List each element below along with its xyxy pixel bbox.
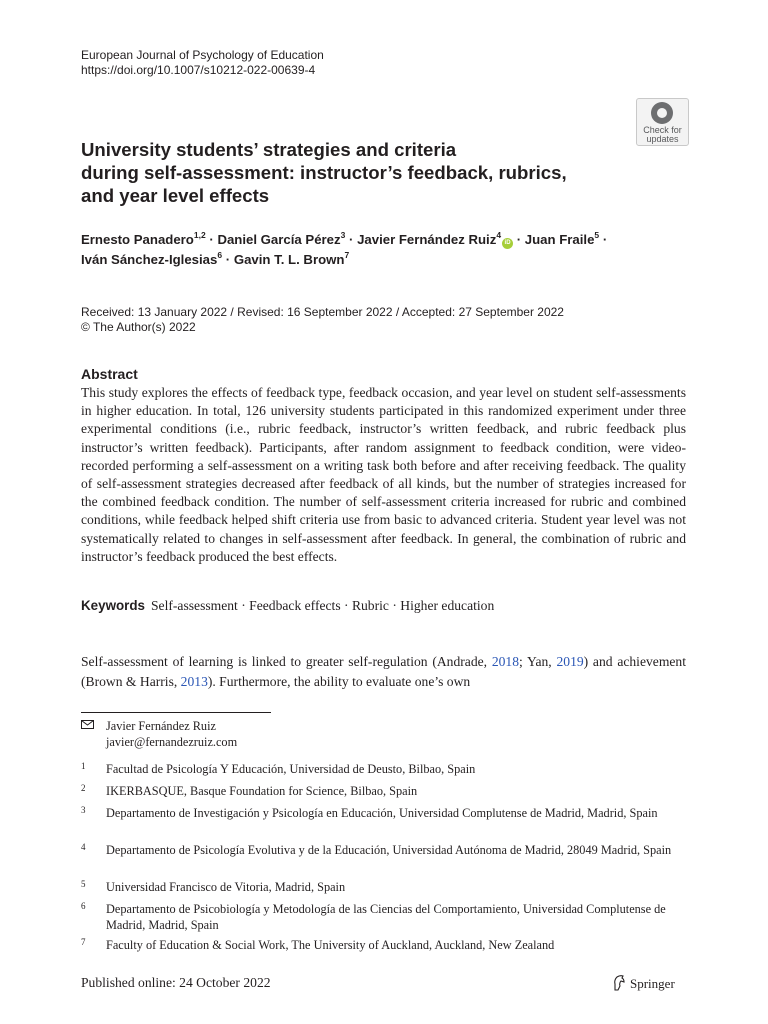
check-updates-line1: Check for [643, 125, 682, 135]
author-list: Ernesto Panadero$^{1,2}$ · Daniel García Pérez$^3$ · Javier Fernández Ruiz$^4$iD · Juan Fraile$^5$ · Iván Sánchez-Iglesias$^6$ · Gavin T. L. Brown$^7$ [81, 230, 608, 267]
contact-email[interactable]: javier@fernandezruiz.com [106, 735, 238, 749]
citation-link[interactable]: 2018 [491, 654, 519, 669]
contact-name: Javier Fernández Ruiz [106, 719, 216, 733]
journal-header [81, 48, 324, 78]
author-name[interactable]: Gavin T. L. Brown [233, 252, 345, 267]
keywords [81, 597, 691, 615]
citation-link[interactable]: 2013 [180, 674, 208, 689]
abstract-heading: Abstract [81, 366, 138, 382]
check-for-updates-badge[interactable] [636, 98, 689, 146]
author-name[interactable]: Daniel García Pérez [217, 232, 341, 247]
received-revised-accepted: Received: 13 January 2022 / Revised: 16 September 2022 / Accepted: 27 September 2022 [81, 305, 564, 319]
publication-history [81, 305, 564, 335]
paper-title [81, 138, 621, 207]
author-affiliation: 4 [496, 230, 502, 240]
publisher-name: Springer [630, 976, 675, 991]
keywords-heading: Keywords [81, 598, 145, 613]
doi-link[interactable]: https://doi.org/10.1007/s10212-022-00639-4 [81, 63, 316, 77]
title-line-1: University students’ strategies and criteria [81, 139, 457, 160]
springer-horse-icon [612, 975, 626, 991]
check-updates-icon [651, 102, 673, 124]
keywords-list: Self-assessment · Feedback effects · Rubric · Higher education [151, 598, 495, 613]
citation-link[interactable]: 2019 [556, 654, 584, 669]
intro-paragraph: Self-assessment of learning is linked to greater self-regulation (Andrade, 2018; Yan, 2019) and achievement (Brown & Harris, 2013). Furthermore, the ability to evaluate one’s own [81, 654, 686, 689]
author-name[interactable]: Juan Fraile [524, 232, 595, 247]
check-updates-line2: updates [646, 134, 679, 144]
author-name[interactable]: Javier Fernández Ruiz [357, 232, 497, 247]
author-name[interactable]: Ernesto Panadero [81, 232, 194, 247]
published-online: Published online: 24 October 2022 [81, 975, 271, 990]
title-line-2: during self-assessment: instructor’s feedback, rubrics, [81, 162, 567, 183]
author-affiliation: 6 [217, 250, 223, 260]
springer-logo [612, 975, 675, 992]
envelope-icon [81, 720, 94, 729]
author-affiliation: 1,2 [193, 230, 206, 240]
orcid-icon[interactable]: iD [502, 238, 513, 249]
author-affiliation: 7 [344, 250, 350, 260]
journal-name: European Journal of Psychology of Education [81, 48, 324, 62]
footnote-divider [81, 712, 271, 713]
author-name[interactable]: Iván Sánchez-Iglesias [81, 252, 218, 267]
author-affiliation: 5 [594, 230, 600, 240]
copyright: © The Author(s) 2022 [81, 320, 196, 334]
abstract-text: This study explores the effects of feedback type, feedback occasion, and year level on student self-assessments in higher education. In total, 126 university students participated in this randomized experiment under three experimental conditions (i.e., rubric feedback, instructor’s written feedback, and rubric feedback plus instructor’s written feedback). Participants, after random assignment to feedback condition, were video-recorded performing a self-assessment on a writing task both before and after receiving feedback. The quality of self-assessment strategies decreased after feedback of all kinds, but the number of strategies increased for the combined feedback condition. The number of self-assessment criteria increased for rubric and combined conditions, while feedback helped shift criteria use from basic to advanced criteria. Student year level was not systematically related to changes in self-assessment after feedback. In general, the combination of rubric and instructor’s feedback produced the best effects. [81, 385, 686, 564]
author-affiliation: 3 [340, 230, 346, 240]
title-line-3: and year level effects [81, 185, 270, 206]
